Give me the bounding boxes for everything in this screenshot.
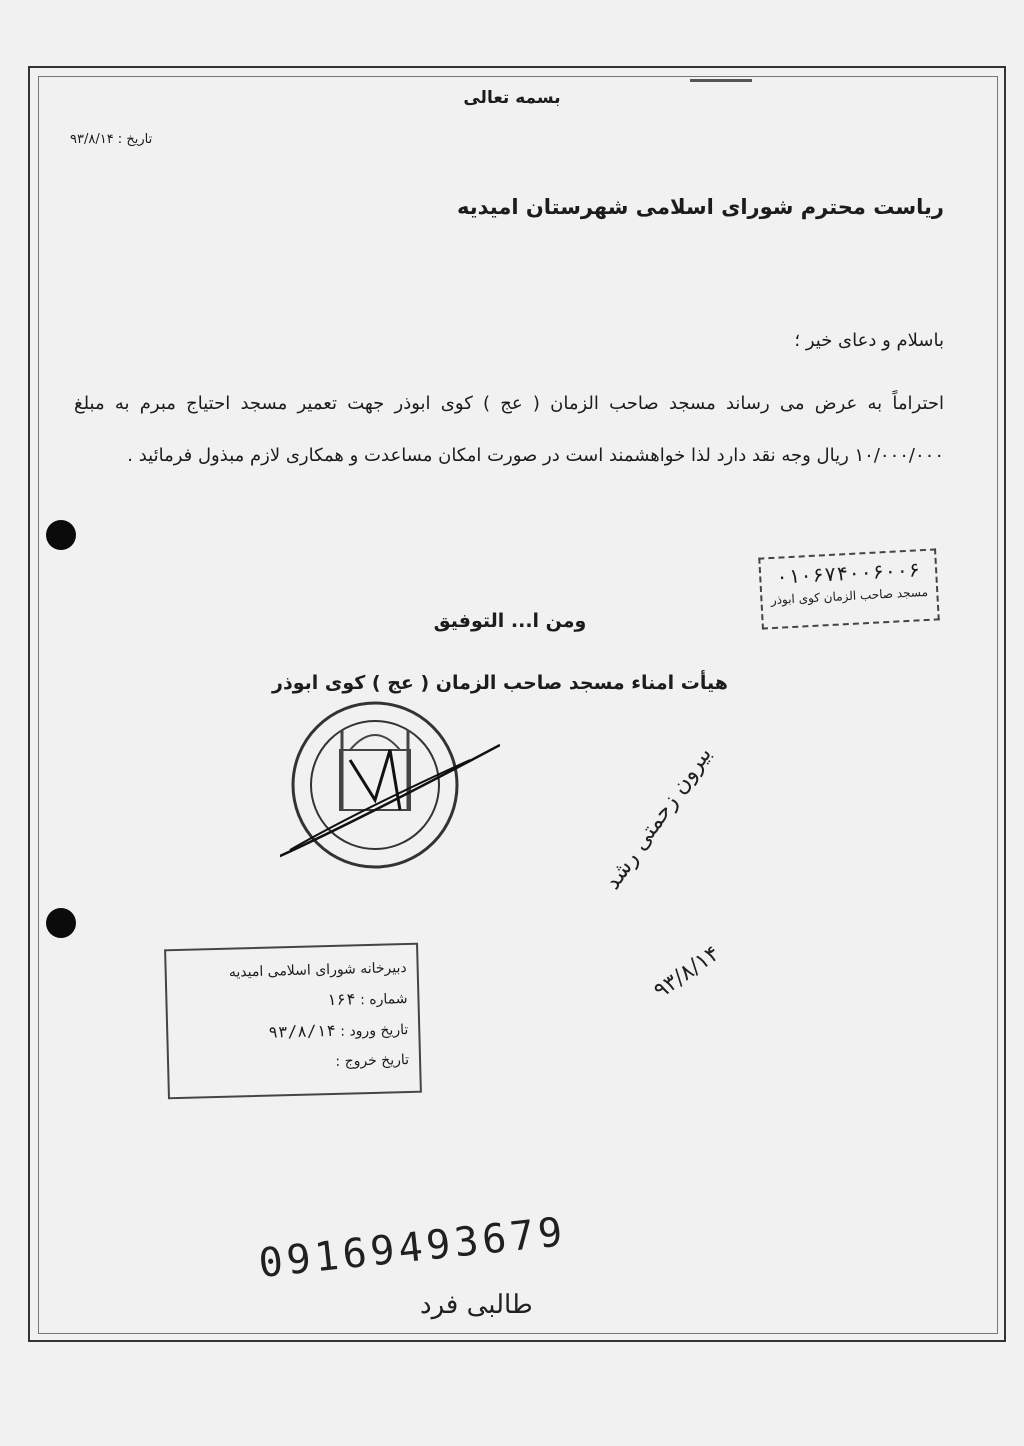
mosque-seal-icon <box>280 690 500 890</box>
closing-line: ومن ا... التوفیق <box>433 610 587 632</box>
basmala-heading: بسمه تعالی <box>463 88 561 108</box>
account-stamp <box>758 548 940 629</box>
entry-date-label: تاریخ ورود : <box>340 1021 409 1040</box>
account-number: ۰۱۰۶۷۴۰۰۶۰۰۶ <box>775 557 921 589</box>
page-border-inner <box>38 76 998 1334</box>
greeting-line: باسلام و دعای خیر ؛ <box>794 330 944 351</box>
registration-title: دبیرخانه شورای اسلامی امیدیه <box>228 960 407 981</box>
handwritten-note-date: ۹۳/۸/۱۴ <box>649 941 725 1004</box>
registration-stamp <box>164 943 422 1100</box>
letter-date: تاریخ : ۹۳/۸/۱۴ <box>70 132 153 147</box>
handwritten-note: بیرون زحمتی رشد <box>600 742 717 895</box>
punch-hole-icon <box>46 908 76 938</box>
handwritten-name: طالبی فرد <box>420 1290 533 1320</box>
recipient-heading: ریاست محترم شورای اسلامی شهرستان امیدیه <box>457 195 944 219</box>
account-name: مسجد صاحب الزمان کوی ابوذر <box>770 584 929 608</box>
handwritten-phone-number: 09169493679 <box>256 1208 569 1288</box>
entry-date-value: ۹۳/۸/۱۴ <box>268 1020 337 1042</box>
punch-hole-icon <box>46 520 76 550</box>
top-mark <box>690 79 752 82</box>
letter-body: احتراماً به عرض می رساند مسجد صاحب الزمان ( عج ) کوی ابوذر جهت تعمیر مسجد احتیاج مبرم به مبلغ ۱۰/۰۰۰/۰۰۰ ریال وجه نقد دارد لذا خواهشمند است در صورت امکان مساعدت و همکاری لازم مبذول فرمائید . <box>74 393 944 466</box>
signatory-line: هیأت امناء مسجد صاحب الزمان ( عج ) کوی ابوذر <box>272 672 728 694</box>
exit-date-label: تاریخ خروج : <box>335 1051 410 1070</box>
registration-number-value: ۱۶۴ <box>326 989 356 1010</box>
registration-number-label: شماره : <box>359 990 408 1009</box>
